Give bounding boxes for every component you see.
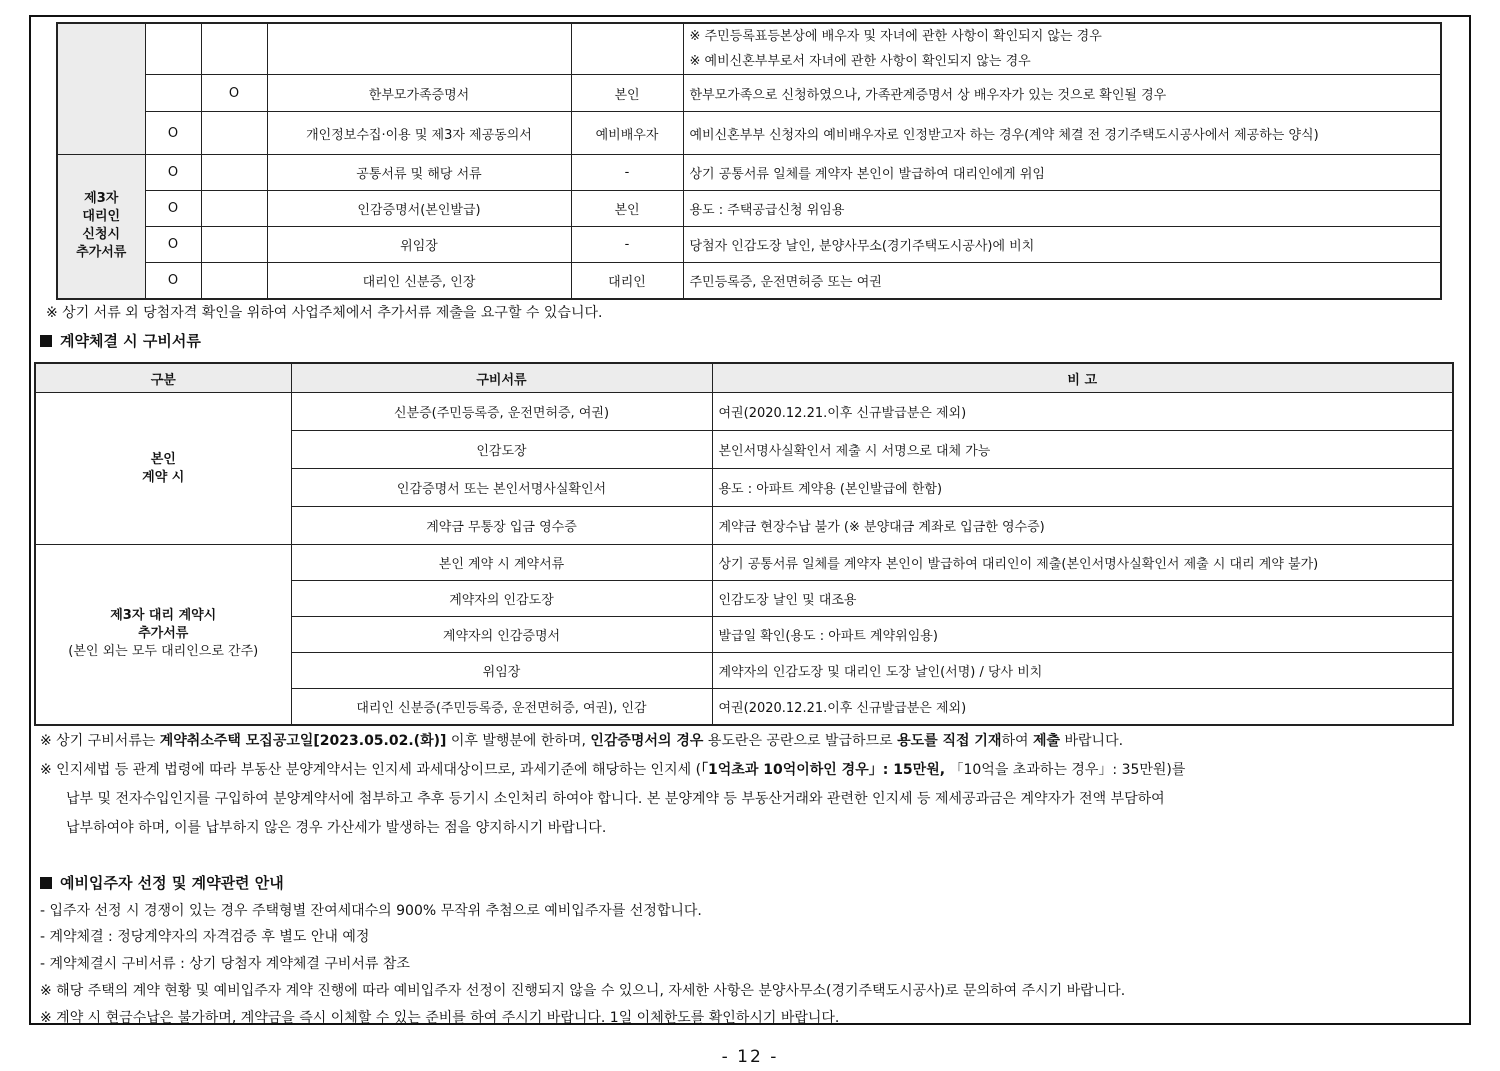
note-text: 바랍니다.	[1060, 733, 1124, 749]
check-cell	[201, 155, 267, 191]
check-cell: O	[201, 75, 267, 112]
document-name: 대리인 신분증, 인장	[267, 263, 571, 299]
table-row	[57, 227, 1441, 263]
document-name: 인감증명서 또는 본인서명사실확인서	[291, 469, 712, 507]
application-documents-table	[56, 22, 1442, 300]
remark-cell: 계약자의 인감도장 및 대리인 도장 날인(서명) / 당사 비치	[712, 653, 1453, 689]
document-name: 위임장	[291, 653, 712, 689]
table-row	[57, 112, 1441, 155]
remark-cell	[683, 23, 1441, 75]
remark-cell: 상기 공통서류 일체를 계약자 본인이 발급하여 대리인이 제출(본인서명사실확인서 제출 시 대리 계약 불가)	[712, 545, 1453, 581]
reserve-line: - 계약체결시 구비서류 : 상기 당첨자 계약체결 구비서류 참조	[40, 956, 410, 972]
note-text: 「10억을 초과하는 경우」: 35만원)를	[945, 762, 1186, 778]
section-title: 예비입주자 선정 및 계약관련 안내	[60, 874, 284, 892]
note-text: 용도란은 공란으로 발급하므로	[703, 733, 898, 749]
document-name: 계약자의 인감도장	[291, 581, 712, 617]
remark-cell: 여권(2020.12.21.이후 신규발급분은 제외)	[712, 393, 1453, 431]
group-label-title: 제3자 대리 계약시 추가서류	[110, 608, 217, 642]
document-name: 인감도장	[291, 431, 712, 469]
remark-cell: 당첨자 인감도장 날인, 분양사무소(경기주택도시공사)에 비치	[683, 227, 1441, 263]
contract-documents-table	[34, 362, 1454, 726]
remark-cell: 주민등록증, 운전면허증 또는 여권	[683, 263, 1441, 299]
remark-cell: 상기 공통서류 일체를 계약자 본인이 발급하여 대리인에게 위임	[683, 155, 1441, 191]
check-cell: O	[145, 227, 201, 263]
table-row	[57, 23, 1441, 75]
page-number: - 12 -	[721, 1047, 779, 1067]
reserve-line: ※ 계약 시 현금수납은 불가하며, 계약금을 즉시 이체할 수 있는 준비를 하여 주시기 바랍니다. 1일 이체한도를 확인하시기 바랍니다.	[40, 1010, 840, 1026]
document-name: 공통서류 및 해당 서류	[267, 155, 571, 191]
section-heading-reserve	[40, 872, 284, 893]
document-name: 개인정보수집·이용 및 제3자 제공동의서	[267, 112, 571, 155]
note-emphasis: 계약취소주택 모집공고일[2023.05.02.(화)]	[159, 733, 447, 749]
group-label-proxy	[35, 545, 291, 725]
check-cell	[201, 191, 267, 227]
check-cell: O	[145, 191, 201, 227]
issuer-cell: -	[571, 155, 683, 191]
stamp-tax-note-line1	[40, 759, 1185, 779]
remark-cell: 계약금 현장수납 불가 (※ 분양대금 계좌로 입금한 영수증)	[712, 507, 1453, 545]
table-row	[57, 191, 1441, 227]
document-name: 위임장	[267, 227, 571, 263]
issue-date-note	[40, 730, 1123, 750]
column-header: 구비서류	[291, 363, 712, 393]
section-title: 계약체결 시 구비서류	[60, 332, 201, 350]
table-row	[57, 75, 1441, 112]
note-emphasis: 인감증명서의 경우	[590, 733, 704, 749]
remark-line: ※ 예비신혼부부로서 자녀에 관한 사항이 확인되지 않는 경우	[689, 54, 1031, 69]
check-cell	[201, 263, 267, 299]
table-row	[57, 155, 1441, 191]
remark-line: ※ 주민등록표등본상에 배우자 및 자녀에 관한 사항이 확인되지 않는 경우	[689, 29, 1102, 44]
group-label-self: 본인 계약 시	[35, 393, 291, 545]
issuer-cell: -	[571, 227, 683, 263]
column-header: 비 고	[712, 363, 1453, 393]
remark-cell: 한부모가족으로 신청하였으나, 가족관계증명서 상 배우자가 있는 것으로 확인될 경우	[683, 75, 1441, 112]
note-emphasis: 제출	[1032, 733, 1061, 749]
note-emphasis: 용도를 직접 기재	[897, 733, 1002, 749]
remark-cell: 용도 : 주택공급신청 위임용	[683, 191, 1441, 227]
check-cell: O	[145, 112, 201, 155]
column-header: 구분	[35, 363, 291, 393]
document-name: 신분증(주민등록증, 운전면허증, 여권)	[291, 393, 712, 431]
note-text: 이후 발행분에 한하며,	[446, 733, 591, 749]
issuer-cell: 본인	[571, 191, 683, 227]
check-cell	[145, 75, 201, 112]
issuer-cell: 대리인	[571, 263, 683, 299]
bullet-square-icon	[40, 877, 52, 889]
document-name: 인감증명서(본인발급)	[267, 191, 571, 227]
group-label-subtitle: (본인 외는 모두 대리인으로 간주)	[68, 644, 259, 660]
table-row	[35, 393, 1453, 431]
note-text: ※ 상기 구비서류는	[40, 733, 160, 749]
check-cell: O	[145, 263, 201, 299]
stamp-tax-note-line3: 납부하여야 하며, 이를 납부하지 않은 경우 가산세가 발생하는 점을 양지하시기 바랍니다.	[66, 820, 607, 836]
issuer-cell: 본인	[571, 75, 683, 112]
check-cell	[201, 112, 267, 155]
remark-cell: 인감도장 날인 및 대조용	[712, 581, 1453, 617]
category-cell	[57, 23, 145, 155]
remark-cell: 여권(2020.12.21.이후 신규발급분은 제외)	[712, 689, 1453, 725]
proxy-category-label: 제3자 대리인 신청시 추가서류	[57, 155, 145, 299]
note-emphasis: 「1억초과 10억이하인 경우」: 15만원,	[701, 762, 946, 778]
document-name: 본인 계약 시 계약서류	[291, 545, 712, 581]
remark-cell: 용도 : 아파트 계약용 (본인발급에 한함)	[712, 469, 1453, 507]
check-cell: O	[145, 155, 201, 191]
reserve-line: - 계약체결 : 정당계약자의 자격검증 후 별도 안내 예정	[40, 929, 370, 945]
table-header-row	[35, 363, 1453, 393]
stamp-tax-note-line2: 납부 및 전자수입인지를 구입하여 분양계약서에 첨부하고 추후 등기시 소인처리 하여야 합니다. 본 분양계약 등 부동산거래와 관련한 인지세 등 제세공과금은 계약자가 전액 부담하여	[66, 791, 1165, 807]
remark-cell: 본인서명사실확인서 제출 시 서명으로 대체 가능	[712, 431, 1453, 469]
bullet-square-icon	[40, 335, 52, 347]
reserve-line: ※ 해당 주택의 계약 현황 및 예비입주자 계약 진행에 따라 예비입주자 선정이 진행되지 않을 수 있으니, 자세한 사항은 분양사무소(경기주택도시공사)로 문의하여 주시기 바랍니다.	[40, 983, 1126, 999]
document-name: 대리인 신분증(주민등록증, 운전면허증, 여권), 인감	[291, 689, 712, 725]
note-text: ※ 인지세법 등 관계 법령에 따라 부동산 분양계약서는 인지세 과세대상이므로, 과세기준에 해당하는 인지세 (	[40, 762, 702, 778]
document-name: 한부모가족증명서	[267, 75, 571, 112]
additional-docs-note: ※ 상기 서류 외 당첨자격 확인을 위하여 사업주체에서 추가서류 제출을 요구할 수 있습니다.	[46, 305, 603, 321]
issuer-cell: 예비배우자	[571, 112, 683, 155]
table-row	[35, 545, 1453, 581]
reserve-line: - 입주자 선정 시 경쟁이 있는 경우 주택형별 잔여세대수의 900% 무작위 추첨으로 예비입주자를 선정합니다.	[40, 903, 702, 919]
check-cell	[201, 227, 267, 263]
remark-cell: 발급일 확인(용도 : 아파트 계약위임용)	[712, 617, 1453, 653]
document-name: 계약자의 인감증명서	[291, 617, 712, 653]
note-text: 하여	[1001, 733, 1033, 749]
document-name: 계약금 무통장 입금 영수증	[291, 507, 712, 545]
section-heading-contract	[40, 330, 201, 351]
table-row	[57, 263, 1441, 299]
remark-cell: 예비신혼부부 신청자의 예비배우자로 인정받고자 하는 경우(계약 체결 전 경기주택도시공사에서 제공하는 양식)	[683, 112, 1441, 155]
